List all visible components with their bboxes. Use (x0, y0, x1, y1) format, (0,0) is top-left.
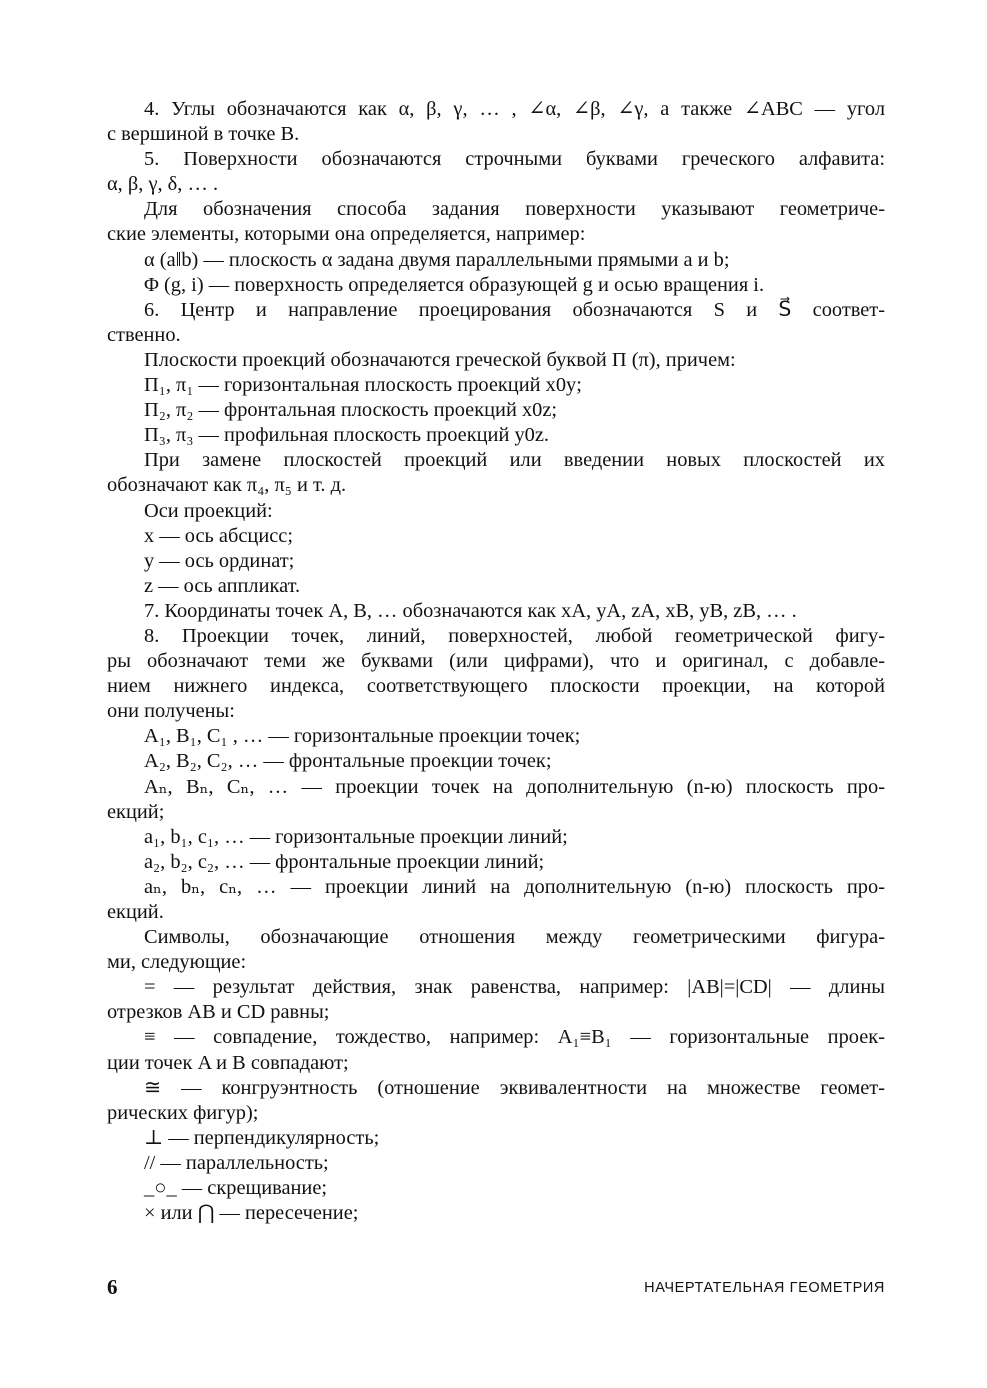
text-line: Π₁, π₁ — горизонтальная плоскость проекций x0y; (144, 374, 582, 397)
text-line: Π₂, π₂ — фронтальная плоскость проекций x0z; (144, 399, 558, 422)
text-line: Плоскости проекций обозначаются греческой буквой Π (π), причем: (144, 348, 736, 371)
text-line: 6. Центр и направление проецирования обозначаются S и S⃗ соответ- (144, 298, 885, 321)
text-line: ции точек A и B совпадают; (107, 1051, 349, 1074)
text-line: При замене плоскостей проекций или введении новых плоскостей их (144, 449, 885, 472)
text-line: Оси проекций: (144, 499, 273, 522)
text-line: z — ось аппликат. (144, 574, 301, 597)
text-line: 4. Углы обозначаются как α, β, γ, … , ∠α, ∠β, ∠γ, а также ∠ABC — угол (144, 98, 885, 120)
running-title: НАЧЕРТАТЕЛЬНАЯ ГЕОМЕТРИЯ (644, 1280, 885, 1296)
text-line: 5. Поверхности обозначаются строчными буквами греческого алфавита: (144, 148, 885, 171)
text-line: Символы, обозначающие отношения между геометрическими фигура- (144, 926, 885, 949)
text-line: ⊥ — перпендикулярность; (144, 1126, 380, 1149)
text-line: α, β, γ, δ, … . (107, 173, 219, 196)
text-line: ры обозначают теми же буквами (или цифрами), что и оригинал, с добавле- (107, 650, 885, 673)
text-line: _○_ — скрещивание; (144, 1177, 328, 1200)
text-line: с вершиной в точке B. (107, 123, 300, 146)
text-line: α (a‖b) — плоскость α задана двумя параллельными прямыми a и b; (144, 248, 730, 271)
text-line: Для обозначения способа задания поверхности указывают геометриче- (144, 198, 885, 221)
text-line: a₂, b₂, c₂, … — фронтальные проекции линий; (144, 850, 545, 873)
text-line: екций; (107, 800, 165, 823)
text-line: рических фигур); (107, 1101, 259, 1124)
text-line: обозначают как π₄, π₅ и т. д. (107, 474, 347, 497)
text-line: ≅ — конгруэнтность (отношение эквивалентности на множестве геомет- (144, 1076, 885, 1099)
text-line: 8. Проекции точек, линий, поверхностей, любой геометрической фигу- (144, 624, 885, 647)
text-line: нием нижнего индекса, соответствующего плоскости проекции, на которой (107, 675, 885, 698)
text-line: aₙ, bₙ, cₙ, … — проекции линий на дополнительную (n-ю) плоскость про- (144, 875, 885, 898)
text-line: отрезков AB и CD равны; (107, 1001, 330, 1024)
page-body (107, 97, 885, 1226)
text-line: 7. Координаты точек A, B, … обозначаются как xA, yA, zA, xB, yB, zB, … . (144, 599, 797, 622)
text-line: ≡ — совпадение, тождество, например: A₁≡B₁ — горизонтальные проек- (144, 1026, 885, 1049)
text-line: екций. (107, 901, 164, 923)
text-line: A₁, B₁, C₁ , … — горизонтальные проекции точек; (144, 725, 581, 748)
text-line: × или ⋂ — пересечение; (144, 1202, 359, 1225)
text-line: Π₃, π₃ — профильная плоскость проекций y0z. (144, 424, 550, 447)
text-line: x — ось абсцисс; (144, 524, 293, 547)
text-line: ми, следующие: (107, 951, 247, 974)
text-line: ские элементы, которыми она определяется, например: (107, 223, 586, 246)
text-line: A₂, B₂, C₂, … — фронтальные проекции точек; (144, 750, 552, 773)
text-line: // — параллельность; (144, 1151, 329, 1174)
text-line: они получены: (107, 700, 235, 723)
text-line: y — ось ординат; (144, 549, 295, 572)
text-line: = — результат действия, знак равенства, например: |AB|=|CD| — длины (144, 976, 885, 999)
text-line: Φ (g, i) — поверхность определяется образующей g и осью вращения i. (144, 273, 765, 296)
page-number: 6 (107, 1275, 118, 1299)
text-line: a₁, b₁, c₁, … — горизонтальные проекции линий; (144, 825, 568, 848)
text-line: Aₙ, Bₙ, Cₙ, … — проекции точек на дополнительную (n-ю) плоскость про- (144, 775, 885, 798)
text-line: ственно. (107, 323, 181, 346)
page-footer (107, 1272, 885, 1302)
